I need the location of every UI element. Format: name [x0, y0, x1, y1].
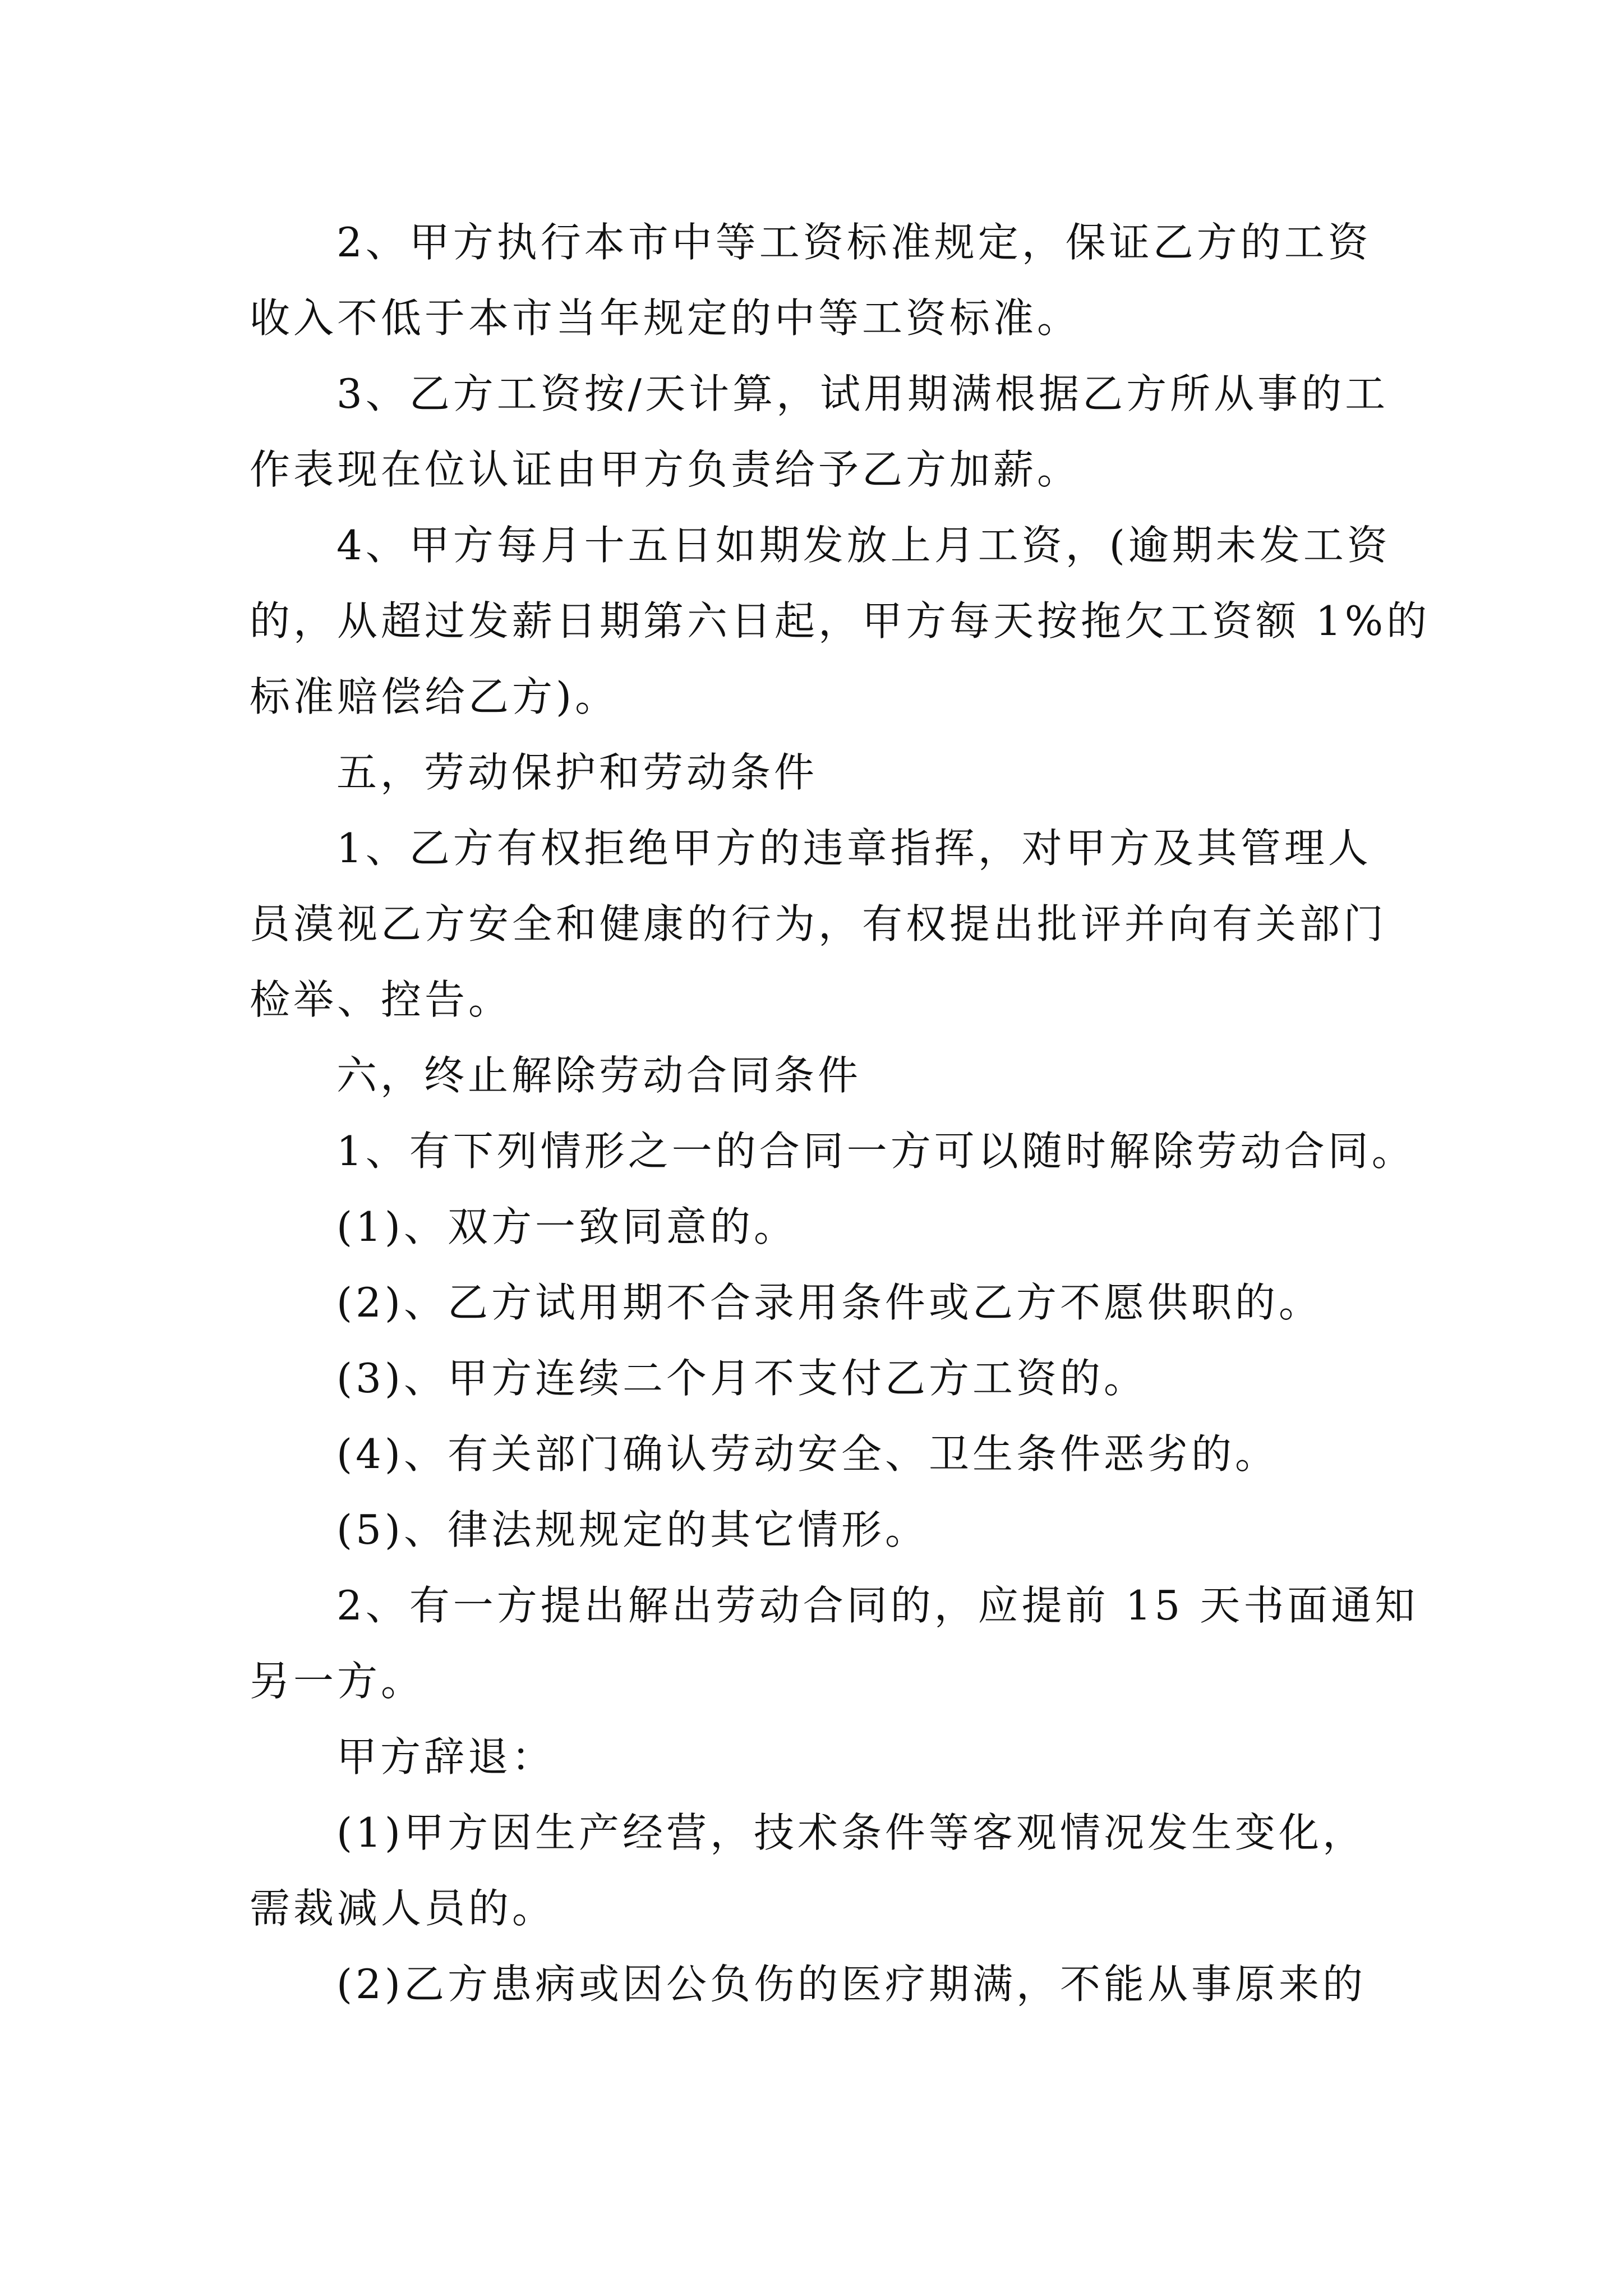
p-notice-period-line-2: 另一方。 [250, 1658, 425, 1705]
p-item-4-line-1: (4)、有关部门确认劳动安全、卫生条件恶劣的。 [336, 1430, 1279, 1478]
p-dismissal-heading-line-1: 甲方辞退： [336, 1733, 556, 1780]
p-refuse-orders-line-3: 检举、控告。 [250, 976, 513, 1023]
p-refuse-orders-line-2: 员漠视乙方安全和健康的行为，有权提出批评并向有关部门 [250, 900, 1387, 947]
p-notice-period-line-1: 2、有一方提出解出劳动合同的，应提前 15 天书面通知 [336, 1582, 1419, 1629]
p-pay-date-line-3: 标准赔偿给乙方)。 [250, 673, 619, 720]
p-refuse-orders-line-1: 1、乙方有权拒绝甲方的违章指挥，对甲方及其管理人 [336, 825, 1372, 872]
p-termination-any-time-line-1: 1、有下列情形之一的合同一方可以随时解除劳动合同。 [336, 1128, 1415, 1175]
p-pay-date-line-1: 4、甲方每月十五日如期发放上月工资，(逾期未发工资 [336, 522, 1391, 569]
p-item-3-line-1: (3)、甲方连续二个月不支付乙方工资的。 [336, 1355, 1147, 1402]
p-item-1-line-1: (1)、双方一致同意的。 [336, 1203, 797, 1250]
p-section-five-heading-line-1: 五，劳动保护和劳动条件 [336, 749, 818, 796]
p-section-six-heading-line-1: 六，终止解除劳动合同条件 [336, 1052, 862, 1099]
p-item-5-line-1: (5)、律法规规定的其它情形。 [336, 1506, 929, 1553]
p-wage-standard-line-1: 2、甲方执行本市中等工资标准规定，保证乙方的工资 [336, 219, 1372, 266]
p-daily-wage-line-1: 3、乙方工资按/天计算，试用期满根据乙方所从事的工 [336, 370, 1389, 417]
p-daily-wage-line-2: 作表现在位认证由甲方负责给予乙方加薪。 [250, 446, 1081, 493]
p-dismissal-2-line-1: (2)乙方患病或因公负伤的医疗期满，不能从事原来的 [336, 1961, 1366, 2008]
p-item-2-line-1: (2)、乙方试用期不合录用条件或乙方不愿供职的。 [336, 1279, 1322, 1326]
p-dismissal-1-line-1: (1)甲方因生产经营，技术条件等客观情况发生变化， [336, 1809, 1366, 1856]
p-pay-date-line-2: 的，从超过发薪日期第六日起，甲方每天按拖欠工资额 1%的 [250, 597, 1431, 645]
p-dismissal-1-line-2: 需裁减人员的。 [250, 1885, 556, 1932]
p-wage-standard-line-2: 收入不低于本市当年规定的中等工资标准。 [250, 295, 1081, 342]
